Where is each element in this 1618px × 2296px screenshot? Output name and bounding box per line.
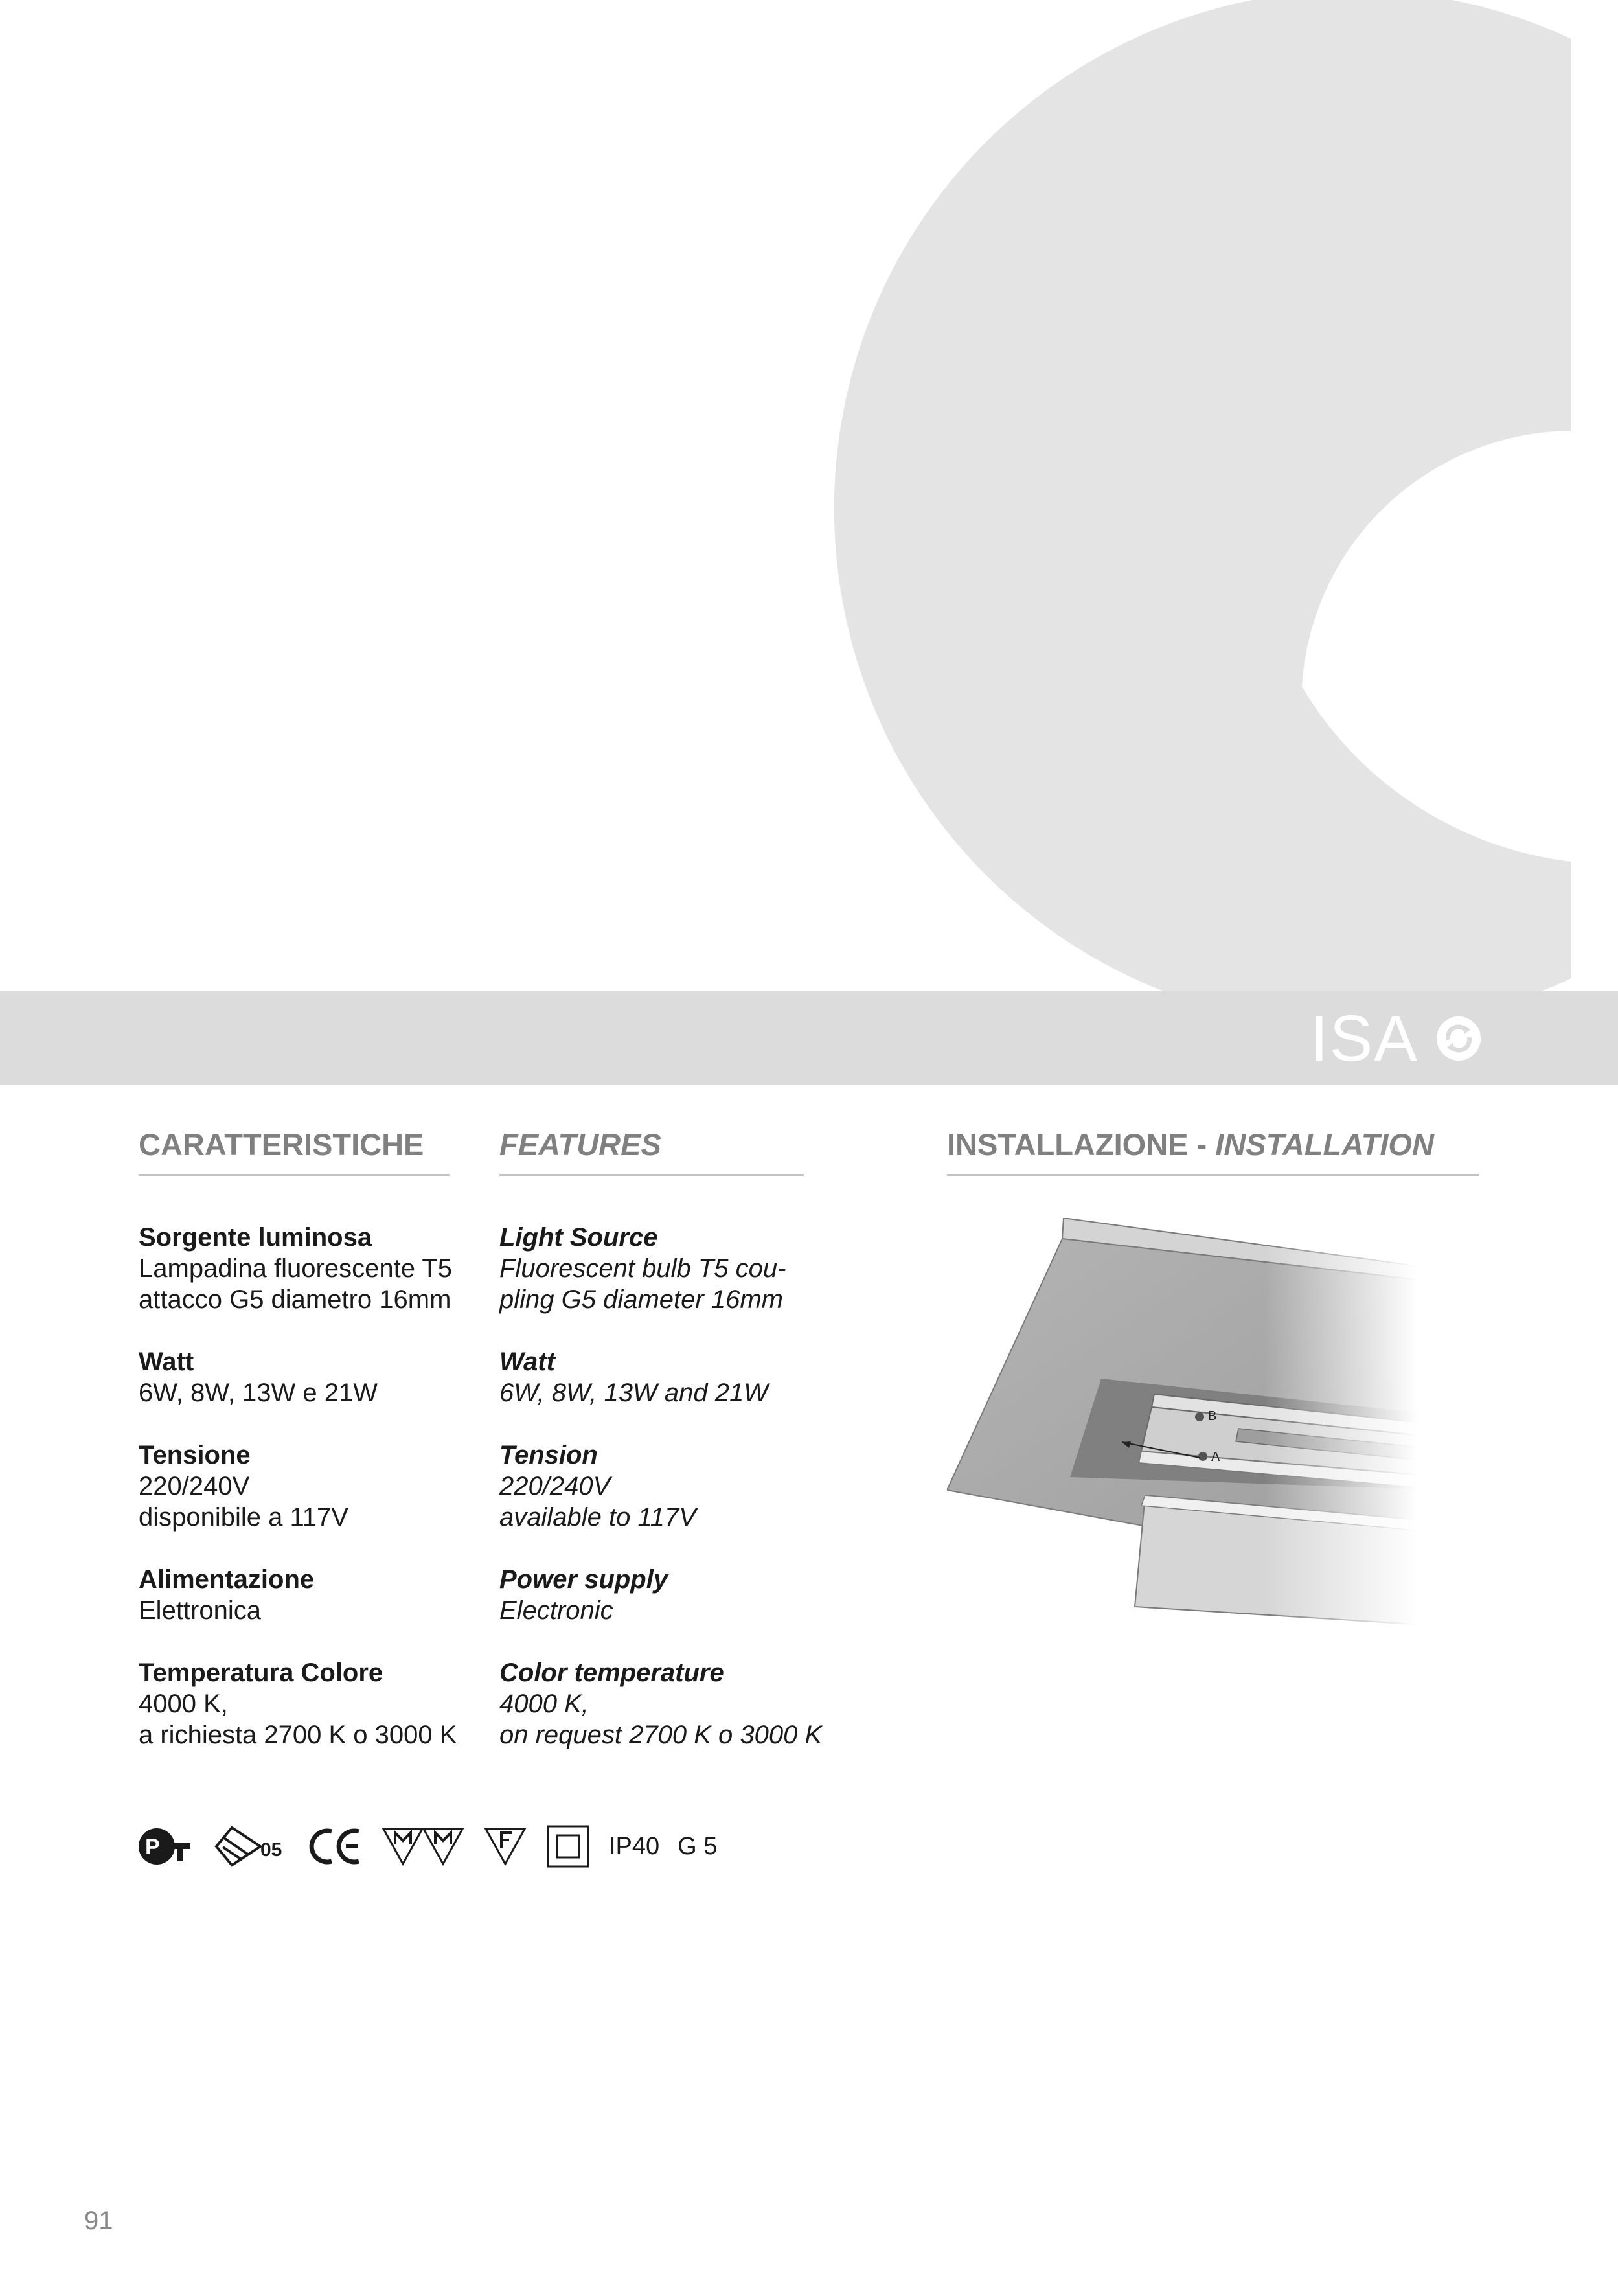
- spec-label: Tension: [499, 1441, 598, 1469]
- spec-value: Lampadina fluorescente T5: [139, 1254, 453, 1283]
- installation-heading: [947, 1123, 1479, 1176]
- spec-value: 220/240V: [499, 1472, 611, 1500]
- spec-value: 6W, 8W, 13W e 21W: [139, 1379, 378, 1407]
- spec-label: Watt: [499, 1348, 555, 1376]
- spec-light-source-en: [499, 1222, 804, 1315]
- spec-value: Electronic: [499, 1596, 613, 1625]
- product-title: ISA: [1310, 1002, 1419, 1075]
- eac-number: 05: [260, 1839, 282, 1861]
- ce-mark-icon: [308, 1824, 363, 1869]
- socket-type: G 5: [678, 1832, 718, 1860]
- spec-value: 4000 K,: [499, 1690, 589, 1718]
- spec-value: a richiesta 2700 K o 3000 K: [139, 1721, 457, 1749]
- spec-label: Power supply: [499, 1565, 668, 1594]
- svg-text:P: P: [145, 1835, 160, 1859]
- page-number: 91: [84, 2207, 113, 2235]
- features-en-column: [499, 1123, 823, 1782]
- product-header: [1310, 1003, 1482, 1074]
- installation-drawing: [947, 1218, 1459, 1633]
- spec-value: pling G5 diameter 16mm: [499, 1285, 783, 1314]
- f-mark-icon: [483, 1824, 527, 1869]
- spec-label: Watt: [139, 1348, 194, 1376]
- installation-heading-en: INSTALLATION: [1215, 1127, 1434, 1162]
- spec-value: Fluorescent bulb T5 cou-: [499, 1254, 786, 1283]
- spec-value: 220/240V: [139, 1472, 250, 1500]
- spec-power-supply-it: [139, 1564, 450, 1626]
- spec-value: attacco G5 diametro 16mm: [139, 1285, 451, 1314]
- spec-power-supply-en: [499, 1564, 804, 1626]
- installation-heading-it: INSTALLAZIONE -: [947, 1127, 1216, 1162]
- spec-color-temperature-en: [499, 1657, 823, 1751]
- spec-color-temperature-it: [139, 1657, 457, 1751]
- ip-rating: IP40: [609, 1832, 660, 1860]
- spec-label: Tensione: [139, 1441, 251, 1469]
- spec-watt-en: [499, 1346, 804, 1408]
- features-it-list: [139, 1222, 457, 1751]
- installation-column: [947, 1123, 1479, 1176]
- spec-value: available to 117V: [499, 1503, 696, 1532]
- features-en-heading: FEATURES: [499, 1123, 804, 1176]
- spec-tension-en: [499, 1440, 804, 1533]
- arrows-cycle-icon: [1435, 1015, 1482, 1062]
- features-it-heading: CARATTERISTICHE: [139, 1123, 450, 1176]
- spec-value: Elettronica: [139, 1596, 261, 1625]
- pct-mark-icon: [136, 1824, 194, 1869]
- spec-label: Light Source: [499, 1223, 658, 1252]
- spec-value: disponibile a 117V: [139, 1503, 348, 1532]
- spec-label: Color temperature: [499, 1659, 724, 1687]
- spec-value: on request 2700 K o 3000 K: [499, 1721, 823, 1749]
- spec-light-source-it: [139, 1222, 453, 1315]
- features-it-column: [139, 1123, 457, 1782]
- spec-tension-it: [139, 1440, 450, 1533]
- features-en-list: [499, 1222, 823, 1751]
- spec-label: Sorgente luminosa: [139, 1223, 372, 1252]
- spec-value: 6W, 8W, 13W and 21W: [499, 1379, 768, 1407]
- eac-mark-icon: [212, 1824, 290, 1869]
- mm-mark-icon: [381, 1824, 465, 1869]
- spec-label: Alimentazione: [139, 1565, 315, 1594]
- double-insulation-icon: [545, 1824, 591, 1869]
- certification-marks: [136, 1814, 717, 1879]
- spec-value: 4000 K,: [139, 1690, 228, 1718]
- spec-label: Temperatura Colore: [139, 1659, 383, 1687]
- spec-watt-it: [139, 1346, 450, 1408]
